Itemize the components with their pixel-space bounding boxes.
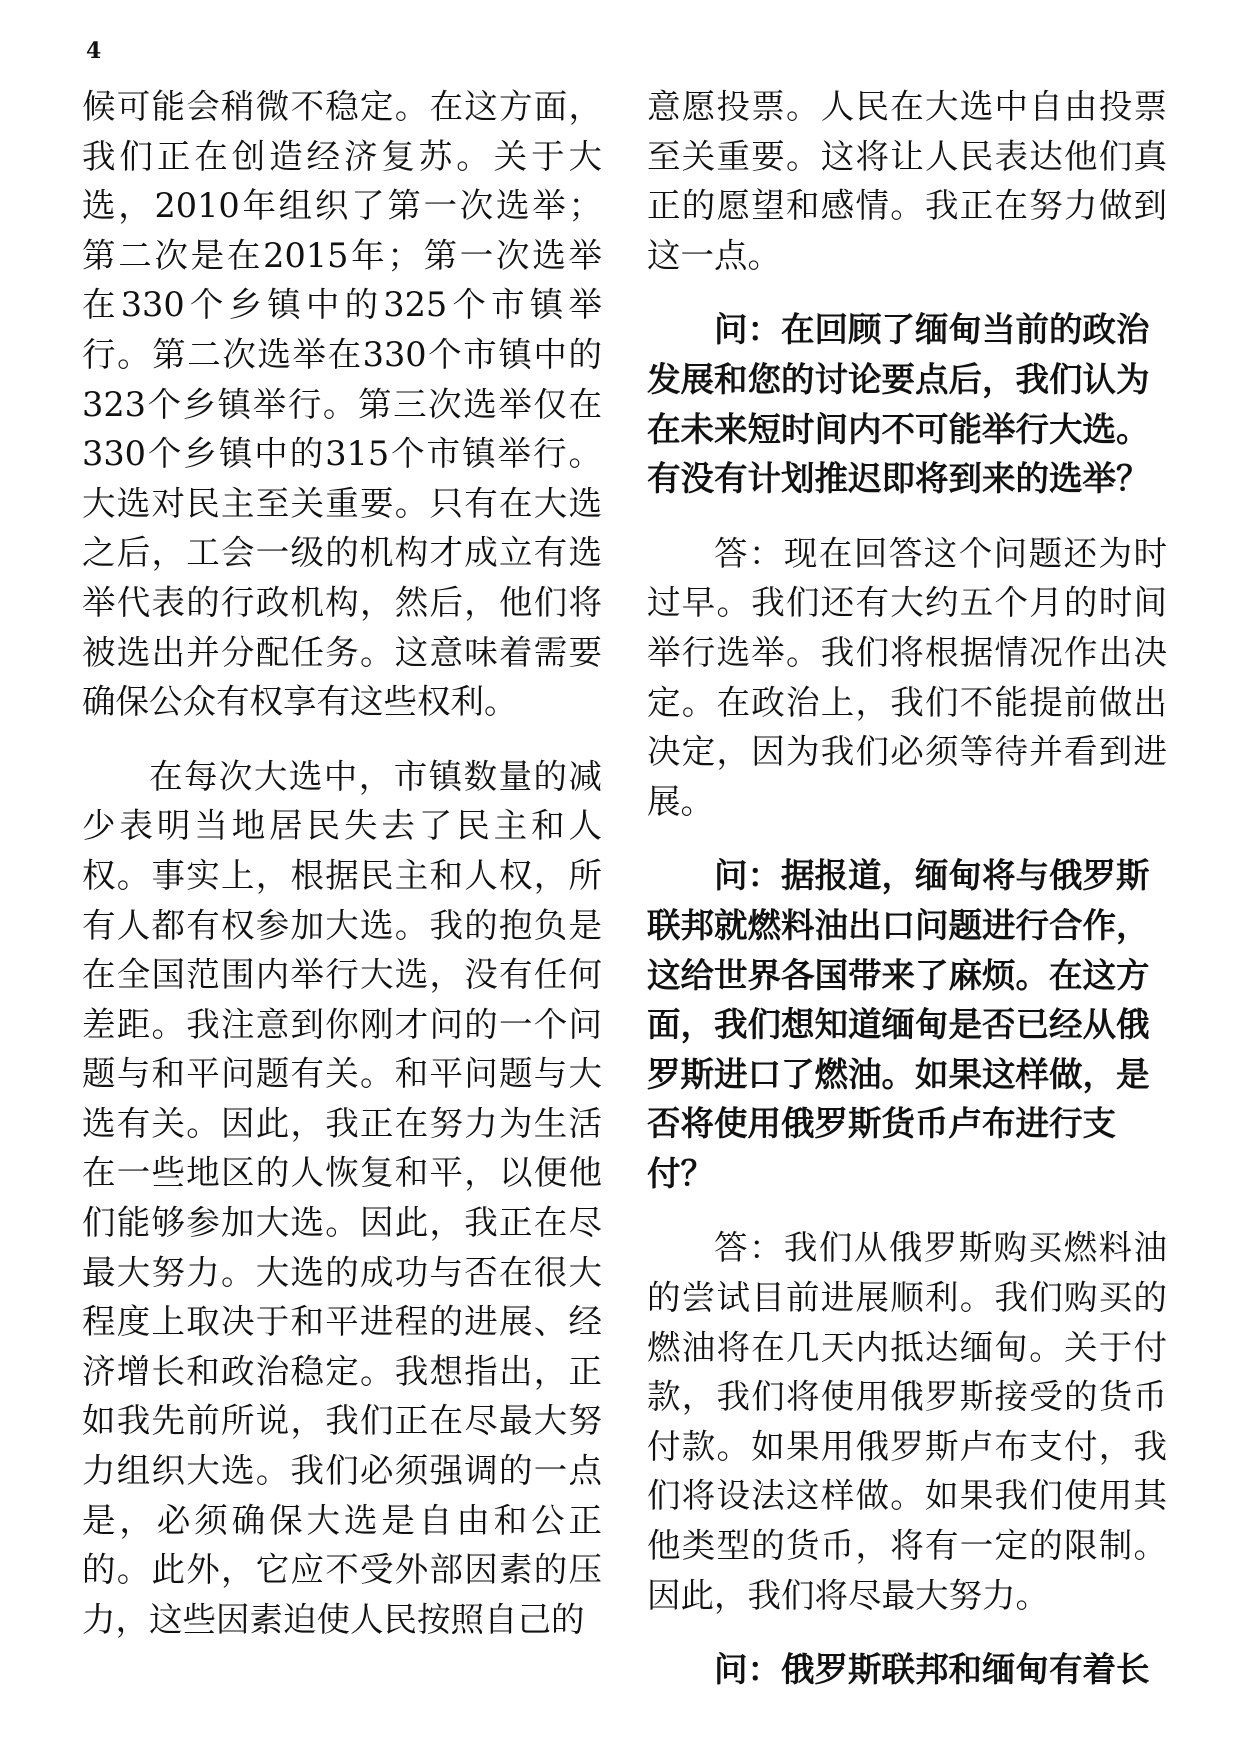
answer-paragraph: 答：现在回答这个问题还为时过早。我们还有大约五个月的时间举行选举。我们将根据情况作出决定。在政治上，我们不能提前做出决定，因为我们必须等待并看到进展。 <box>647 533 1167 821</box>
question-paragraph: 问：在回顾了缅甸当前的政治发展和您的讨论要点后，我们认为在未来短时间内不可能举行大选。有没有计划推迟即将到来的选举？ <box>647 310 1150 499</box>
page-number: 4 <box>86 38 102 64</box>
right-column <box>647 82 1167 1695</box>
continuation-paragraph: 意愿投票。人民在大选中自由投票至关重要。这将让人民表达他们真正的愿望和感情。我正在努力做到这一点。 <box>647 87 1167 275</box>
left-column <box>82 82 602 1644</box>
body-paragraph: 在每次大选中，市镇数量的减少表明当地居民失去了民主和人权。事实上，根据民主和人权，所有人都有权参加大选。我的抱负是在全国范围内举行大选，没有任何差距。我注意到你刚才问的一个问题与和平问题有关。和平问题与大选有关。因此，我正在努力为生活在一些地区的人恢复和平，以便他们能够参加大选。因此，我正在尽最大努力。大选的成功与否在很大程度上取决于和平进程的进展、经济增长和政治稳定。我想指出，正如我先前所说，我们正在尽最大努力组织大选。我们必须强调的一点是，必须确保大选是自由和公正的。此外，它应不受外部因素的压力，这些因素迫使人民按照自己的 <box>82 756 602 1639</box>
body-paragraph: 候可能会稍微不稳定。在这方面，我们正在创造经济复苏。关于大选，2010年组织了第一次选举；第二次是在2015年；第一次选举在330个乡镇中的325个市镇举行。第二次选举在330个市镇中的323个乡镇举行。第三次选举仅在330个乡镇中的315个市镇举行。大选对民主至关重要。只有在大选之后，工会一级的机构才成立有选举代表的行政机构，然后，他们将被选出并分配任务。这意味着需要确保公众有权享有这些权利。 <box>82 87 602 722</box>
answer-paragraph: 答：我们从俄罗斯购买燃料油的尝试目前进展顺利。我们购买的燃油将在几天内抵达缅甸。关于付款，我们将使用俄罗斯接受的货币付款。如果用俄罗斯卢布支付，我们将设法这样做。如果我们使用其他类型的货币，将有一定的限制。因此，我们将尽最大努力。 <box>647 1228 1167 1615</box>
question-paragraph: 问：俄罗斯联邦和缅甸有着长 <box>714 1650 1150 1690</box>
question-paragraph: 问：据报道，缅甸将与俄罗斯联邦就燃料油出口问题进行合作，这给世界各国带来了麻烦。在这方面，我们想知道缅甸是否已经从俄罗斯进口了燃油。如果这样做，是否将使用俄罗斯货币卢布进行支付？ <box>647 856 1150 1193</box>
